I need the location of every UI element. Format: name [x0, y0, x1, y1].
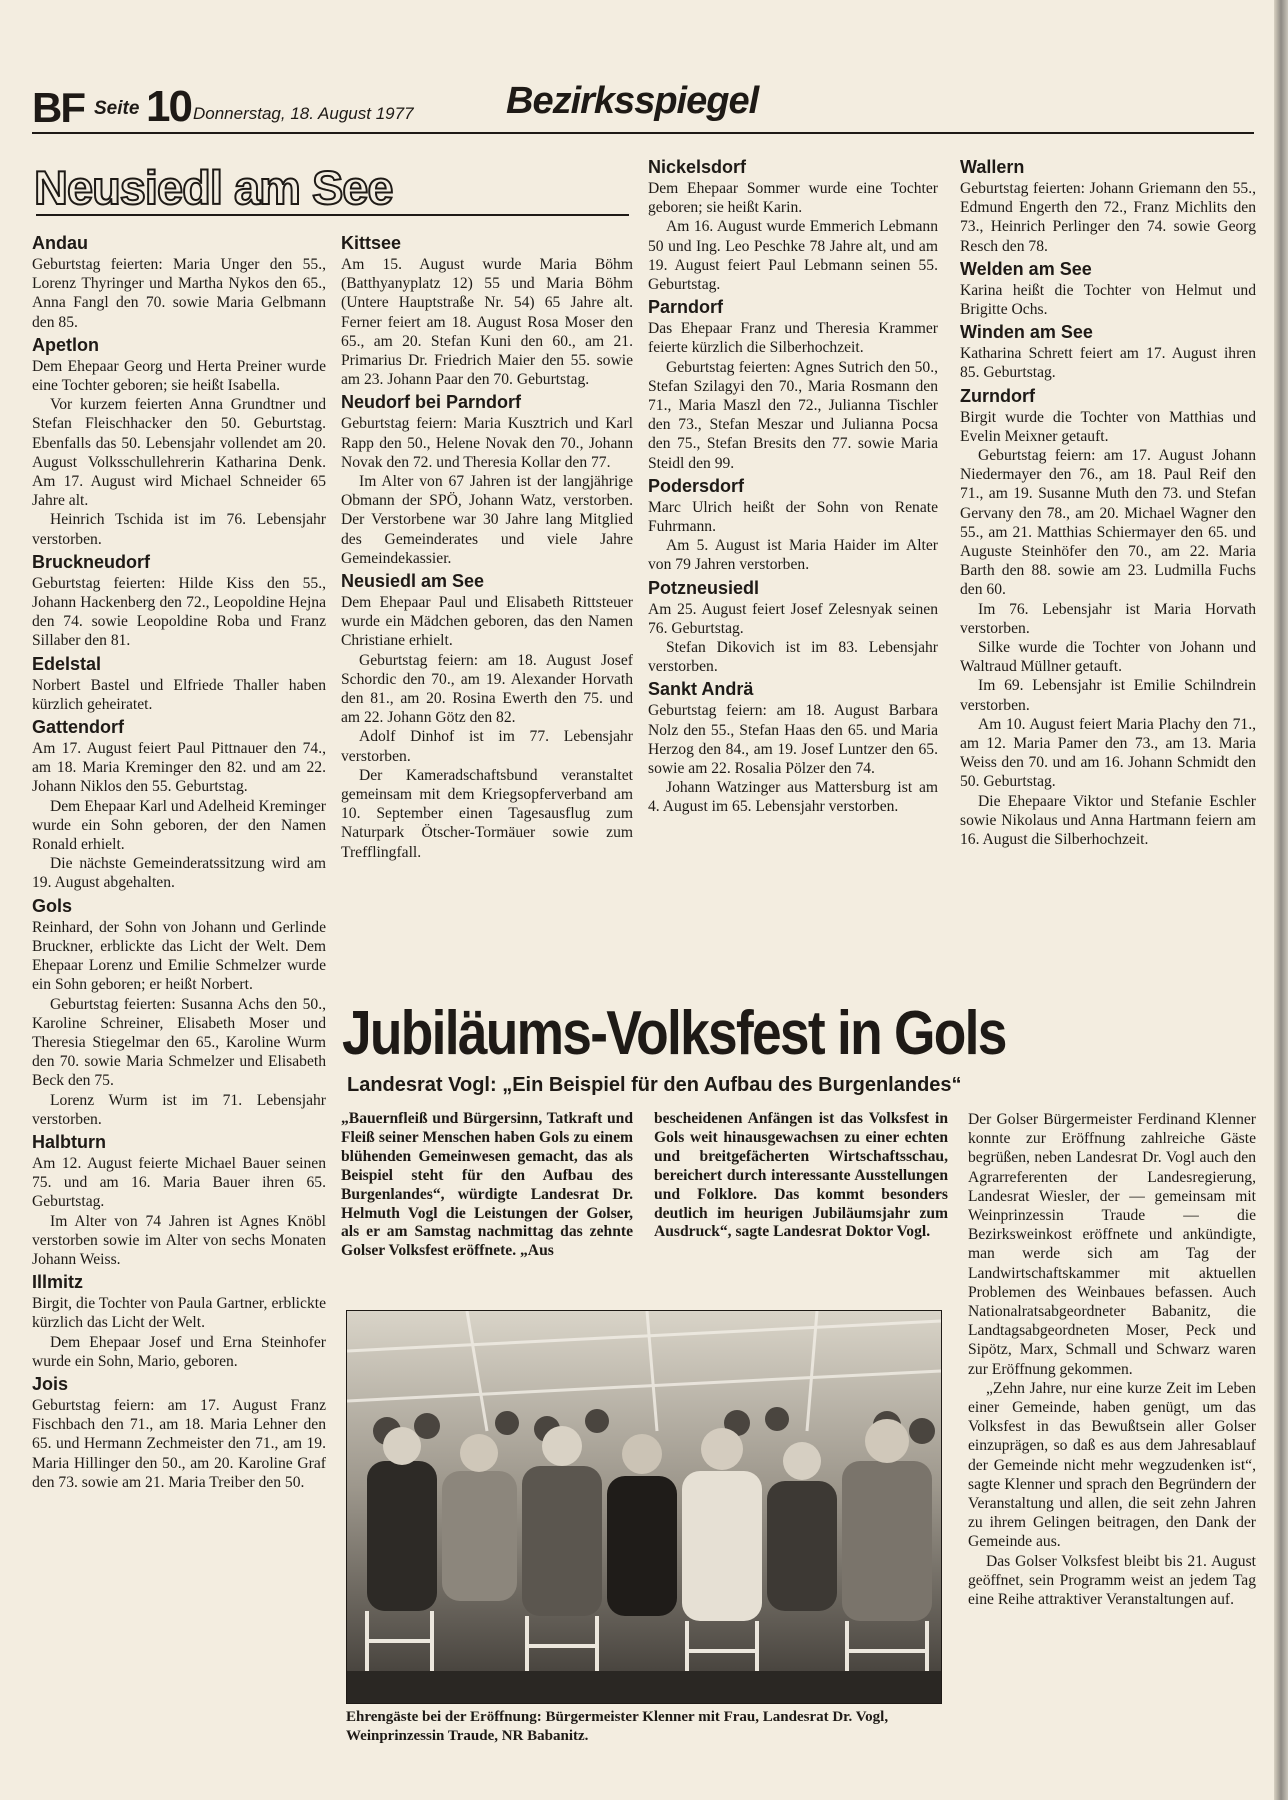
news-item	[32, 1373, 326, 1492]
news-item	[32, 334, 326, 549]
news-paragraph: Katharina Schrett feiert am 17. August ihren 85. Geburtstag.	[960, 345, 1256, 382]
news-item	[32, 1271, 326, 1371]
news-column-2	[341, 232, 633, 864]
feature-subhead: Landesrat Vogl: „Ein Beispiel für den Aufbau des Burgenlandes“	[347, 1074, 962, 1096]
news-paragraph: Dem Ehepaar Sommer wurde eine Tochter geboren; sie heißt Karin.	[648, 180, 938, 217]
news-column-1	[32, 232, 326, 1494]
news-paragraph: Silke wurde die Tochter von Johann und Waltraud Müllner getauft.	[960, 639, 1256, 676]
news-item	[32, 653, 326, 714]
district-title-rule	[36, 214, 629, 216]
masthead-date: Donnerstag, 18. August 1977	[193, 104, 414, 123]
news-paragraph: Adolf Dinhof ist im 77. Lebensjahr verstorben.	[341, 728, 633, 765]
masthead-page-label: Seite	[94, 98, 140, 119]
district-title: Neusiedl am See	[34, 161, 393, 214]
feature-paragraph: „Zehn Jahre, nur eine kurze Zeit im Leben einer Gemeinde, haben genügt, um das Volksfest in das Bewußtsein aller Golser einzuprägen, so daß es aus dem Jahresablauf der Gemeinde nicht mehr wegzudenken ist“, sagte Klenner und sprach den Begründern der Veranstaltung und allen, die seit zehn Jahren zu ihrem Gelingen beitragen, den Dank der Gemeinde aus.	[968, 1379, 1256, 1551]
town-heading: Apetlon	[32, 334, 99, 355]
news-column-4	[960, 156, 1256, 851]
news-paragraph: Im Alter von 74 Jahren ist Agnes Knöbl verstorben sowie im Alter von sechs Monaten Johann Weiss.	[32, 1212, 326, 1268]
news-paragraph: Am 10. August feiert Maria Plachy den 71., am 12. Maria Pamer den 73., am 13. Maria Weiss den 70. und am 16. Johann Schmidt den 50. Geburtstag.	[960, 715, 1256, 791]
town-heading: Wallern	[960, 157, 1025, 177]
town-heading: Bruckneudorf	[32, 551, 151, 572]
news-paragraph: Marc Ulrich heißt der Sohn von Renate Fuhrmann.	[648, 498, 938, 536]
news-paragraph: Im Alter von 67 Jahren ist der langjährige Obmann der SPÖ, Johann Watz, verstorben. Der Verstorbene war 30 Jahre lang Mitglied des Gemeinderates und viele Jahre Gemeindekassier.	[341, 473, 633, 567]
news-item	[960, 385, 1256, 850]
news-paragraph: Vor kurzem feierten Anna Grundtner und Stefan Fleischhacker den 50. Geburtstag. Ebenfalls das 50. Lebensjahr vollendet am 20. August Volksschullehrerin Katharina Denk. Am 17. August wird Michael Schneider 65 Jahre alt.	[32, 396, 326, 510]
town-heading: Gattendorf	[32, 717, 124, 738]
crowd-photo-illustration	[347, 1311, 941, 1703]
town-heading: Edelstal	[32, 653, 102, 674]
news-paragraph: Birgit, die Tochter von Paula Gartner, erblickte kürzlich das Licht der Welt.	[32, 1295, 326, 1332]
news-paragraph: Die nächste Gemeinderatssitzung wird am 19. August abgehalten.	[32, 855, 326, 892]
news-item	[648, 296, 938, 473]
town-heading: Andau	[32, 233, 88, 253]
news-paragraph: Johann Watzinger aus Mattersburg ist am 4. August im 65. Lebensjahr verstorben.	[648, 779, 938, 816]
news-paragraph: Geburtstag feierten: Maria Unger den 55., Lorenz Thyringer und Martha Nykos den 65., Anna Fangl den 70. sowie Maria Gelbmann den 85.	[32, 256, 326, 331]
town-heading: Neusiedl am See	[341, 571, 485, 592]
town-heading: Illmitz	[32, 1272, 84, 1293]
town-heading: Podersdorf	[648, 475, 745, 496]
town-heading: Neudorf bei Parndorf	[341, 392, 522, 413]
news-paragraph: Am 16. August wurde Emmerich Lebmann 50 und Ing. Leo Peschke 78 Jahre alt, und am 19. August feiert Paul Lebmann seinen 55. Geburtstag.	[648, 218, 938, 294]
feature-lead-right	[654, 1110, 948, 1242]
feature-headline: Jubiläums-Volksfest in Gols	[342, 999, 1006, 1068]
masthead-logo: BF	[32, 84, 84, 131]
masthead-section-title: Bezirksspiegel	[506, 80, 759, 122]
town-heading: Winden am See	[960, 322, 1093, 343]
news-paragraph: Der Kameradschaftsbund veranstaltet gemeinsam mit dem Kriegsopferverband am 10. September einen Tagesausflug zum Naturpark Ötscher-Tormäuer sowie zum Trefflingfall.	[341, 766, 633, 861]
news-paragraph: Geburtstag feiern: am 17. August Johann Niedermayer den 76., am 18. Paul Reif den 71., am 19. Susanne Muth den 73. und Stefan Gervany den 78., am 20. Michael Wagner den 55., am 21. Matthias Schiermayer den 65. und Auguste Steinhöfer den 70., am 22. Maria Barth den 88. sowie am 23. Ludmilla Fuchs den 60.	[960, 447, 1256, 599]
news-item	[960, 258, 1256, 319]
news-item	[32, 895, 326, 1129]
news-paragraph: Am 5. August ist Maria Haider im Alter von 79 Jahren verstorben.	[648, 537, 938, 574]
news-paragraph: Im 69. Lebensjahr ist Emilie Schilndrein verstorben.	[960, 677, 1256, 714]
town-heading: Parndorf	[648, 297, 724, 318]
town-heading: Sankt Andrä	[648, 679, 754, 700]
news-paragraph: Dem Ehepaar Josef und Erna Steinhofer wurde ein Sohn, Mario, geboren.	[32, 1333, 326, 1370]
town-heading: Welden am See	[960, 258, 1092, 279]
news-paragraph: Birgit wurde die Tochter von Matthias und Evelin Meixner getauft.	[960, 408, 1256, 445]
feature-paragraph: Das Golser Volksfest bleibt bis 21. August geöffnet, sein Programm weist an jedem Tag eine Reihe attraktiver Veranstaltungen auf.	[968, 1552, 1256, 1609]
news-paragraph: Die Ehepaare Viktor und Stefanie Eschler sowie Nikolaus und Anna Hartmann feiern am 16. August die Silberhochzeit.	[960, 792, 1256, 849]
news-item	[32, 232, 326, 332]
news-paragraph: Reinhard, der Sohn von Johann und Gerlinde Bruckner, erblickte das Licht der Welt. Dem Ehepaar Lorenz und Emilie Schmelzer wurde ein Sohn geboren; er heißt Norbert.	[32, 918, 326, 994]
news-paragraph: Dem Ehepaar Georg und Herta Preiner wurde eine Tochter geboren; sie heißt Isabella.	[32, 357, 326, 395]
news-item	[648, 678, 938, 816]
town-heading: Zurndorf	[960, 385, 1035, 406]
news-paragraph: Das Ehepaar Franz und Theresia Krammer feierte kürzlich die Silberhochzeit.	[648, 320, 938, 357]
news-paragraph: Geburtstag feierten: Susanna Achs den 50., Karoline Schreiner, Elisabeth Moser und Theresia Stiegelmar den 65., Karoline Wurm den 70. sowie Maria Schmelzer und Elisabeth Beck den 75.	[32, 995, 326, 1090]
news-paragraph: Im 76. Lebensjahr ist Maria Horvath verstorben.	[960, 600, 1256, 637]
news-item	[341, 570, 633, 862]
page-edge	[1274, 0, 1288, 1800]
news-column-3	[648, 156, 938, 819]
news-paragraph: Geburtstag feierten: Agnes Sutrich den 50., Stefan Szilagyi den 70., Maria Rosmann den 71., Maria Maszl den 72., Julianna Tischler den 73., Stefan Meszar und Julianna Pocsa den 75., Stefan Bresits den 77. sowie Maria Steidl den 99.	[648, 358, 938, 472]
feature-lead-left-text: „Bauernfleiß und Bürgersinn, Tatkraft und Fleiß seiner Menschen haben Gols zu einem blühenden Gemeinwesen gemacht, das als Beispiel steht für den Aufbau des Burgenlandes“, würdigte Landesrat Dr. Helmuth Vogl die Leistungen der Golser, als er am Samstag nachmittag das zehnte Golser Volksfest eröffnete. „Aus	[341, 1110, 633, 1260]
news-item	[32, 1131, 326, 1269]
news-paragraph: Am 15. August wurde Maria Böhm (Batthyanyplatz 12) 55 und Maria Böhm (Untere Hauptstraße Nr. 54) 65 Jahre alt. Ferner feiert am 18. August Rosa Moser den 65., am 20. Stefan Kuni den 60., am 21. Primarius Dr. Friedrich Maier den 55. sowie am 23. Johann Paar den 70. Geburtstag.	[341, 256, 633, 389]
news-item	[32, 551, 326, 651]
town-heading: Potzneusiedl	[648, 577, 760, 598]
news-paragraph: Am 12. August feierte Michael Bauer seinen 75. und am 16. Maria Bauer ihren 65. Geburtstag.	[32, 1154, 326, 1211]
news-item	[341, 391, 633, 568]
feature-lead-right-text: bescheidenen Anfängen ist das Volksfest in Gols weit hinausgewachsen zu einer echten und breitgefächerten Wirtschaftsschau, bereichert durch interessante Ausstellungen und Folklore. Das kommt besonders deutlich im heurigen Jubiläumsjahr zum Ausdruck“, sagte Landesrat Doktor Vogl.	[654, 1110, 948, 1241]
photo-caption: Ehrengäste bei der Eröffnung: Bürgermeister Klenner mit Frau, Landesrat Dr. Vogl, Weinprinzessin Traude, NR Babanitz.	[346, 1709, 889, 1744]
town-heading: Halbturn	[32, 1131, 106, 1152]
news-item	[648, 156, 938, 294]
news-item	[341, 232, 633, 389]
news-paragraph: Geburtstag feiern: am 18. August Josef Schordic den 70., am 19. Alexander Horvath den 81., am 20. Rosina Ewerth den 75. und am 22. Johann Götz den 82.	[341, 651, 633, 727]
masthead-page-number: 10	[146, 82, 191, 131]
news-paragraph: Stefan Dikovich ist im 83. Lebensjahr verstorben.	[648, 639, 938, 676]
feature-paragraph: Der Golser Bürgermeister Ferdinand Klenner konnte zur Eröffnung zahlreiche Gäste begrüßen, neben Landesrat Dr. Vogl auch den Agrarreferenten der Landesregierung, Landesrat Wiesler, der — gemeinsam mit Weinprinzessin Traude — die Bezirksweinkost eröffnete und ankündigte, man werde sich am Tag der Landwirtschaftskammer mit aktuellen Problemen des Weinbaues befassen. Auch Nationalratsabgeordneter Babanitz, die Landtagsabgeordneten Moser, Peck und Sipötz, Marx, Schmall und Schwarz waren zur Eröffnung gekommen.	[968, 1111, 1256, 1378]
news-item	[648, 475, 938, 575]
news-paragraph: Am 17. August feiert Paul Pittnauer den 74., am 18. Maria Kreminger den 82. und am 22. Johann Niklos den 55. Geburtstag.	[32, 740, 326, 796]
news-paragraph: Lorenz Wurm ist im 71. Lebensjahr verstorben.	[32, 1091, 326, 1128]
news-item	[960, 321, 1256, 382]
news-item	[960, 156, 1256, 256]
masthead-rule	[32, 132, 1254, 134]
news-paragraph: Heinrich Tschida ist im 76. Lebensjahr verstorben.	[32, 511, 326, 548]
news-paragraph: Dem Ehepaar Karl und Adelheid Kreminger wurde ein Sohn geboren, der den Namen Ronald erhielt.	[32, 797, 326, 854]
town-heading: Kittsee	[341, 233, 402, 253]
news-paragraph: Geburtstag feiern: am 17. August Franz Fischbach den 71., am 18. Maria Lehner den 65. und Hermann Zechmeister den 71., am 19. Maria Hillinger den 50., am 20. Karoline Graf den 73. sowie am 21. Maria Treiber den 50.	[32, 1396, 326, 1491]
news-paragraph: Norbert Bastel und Elfriede Thaller haben kürzlich geheiratet.	[32, 676, 326, 713]
news-paragraph: Karina heißt die Tochter von Helmut und Brigitte Ochs.	[960, 281, 1256, 319]
town-heading: Gols	[32, 895, 73, 916]
town-heading: Nickelsdorf	[648, 157, 747, 177]
town-heading: Jois	[32, 1373, 69, 1394]
news-paragraph: Geburtstag feierten: Hilde Kiss den 55., Johann Hackenberg den 72., Leopoldine Hejna den 74. sowie Leopoldine Roba und Franz Sillaber den 81.	[32, 574, 326, 650]
news-item	[648, 577, 938, 677]
news-paragraph: Geburtstag feierten: Johann Griemann den 55., Edmund Engerth den 72., Franz Michlits den 73., Heinrich Perlinger den 74. sowie Georg Resch den 78.	[960, 180, 1256, 255]
news-paragraph: Geburtstag feiern: Maria Kusztrich und Karl Rapp den 50., Helene Novak den 70., Johann Novak den 72. und Theresia Kollar den 77.	[341, 415, 633, 471]
feature-photo	[346, 1310, 942, 1704]
news-paragraph: Am 25. August feiert Josef Zelesnyak seinen 76. Geburtstag.	[648, 600, 938, 637]
news-item	[32, 716, 326, 893]
news-paragraph: Geburtstag feiern: am 18. August Barbara Nolz den 55., Stefan Haas den 65. und Maria Herzog den 84., am 19. Josef Luntzer den 65. sowie am 22. Rosalia Pölzer den 74.	[648, 702, 938, 778]
feature-lead-left	[341, 1110, 633, 1261]
feature-body	[968, 1110, 1256, 1609]
news-paragraph: Dem Ehepaar Paul und Elisabeth Rittsteuer wurde ein Mädchen geboren, das den Namen Christiane erhielt.	[341, 594, 633, 650]
